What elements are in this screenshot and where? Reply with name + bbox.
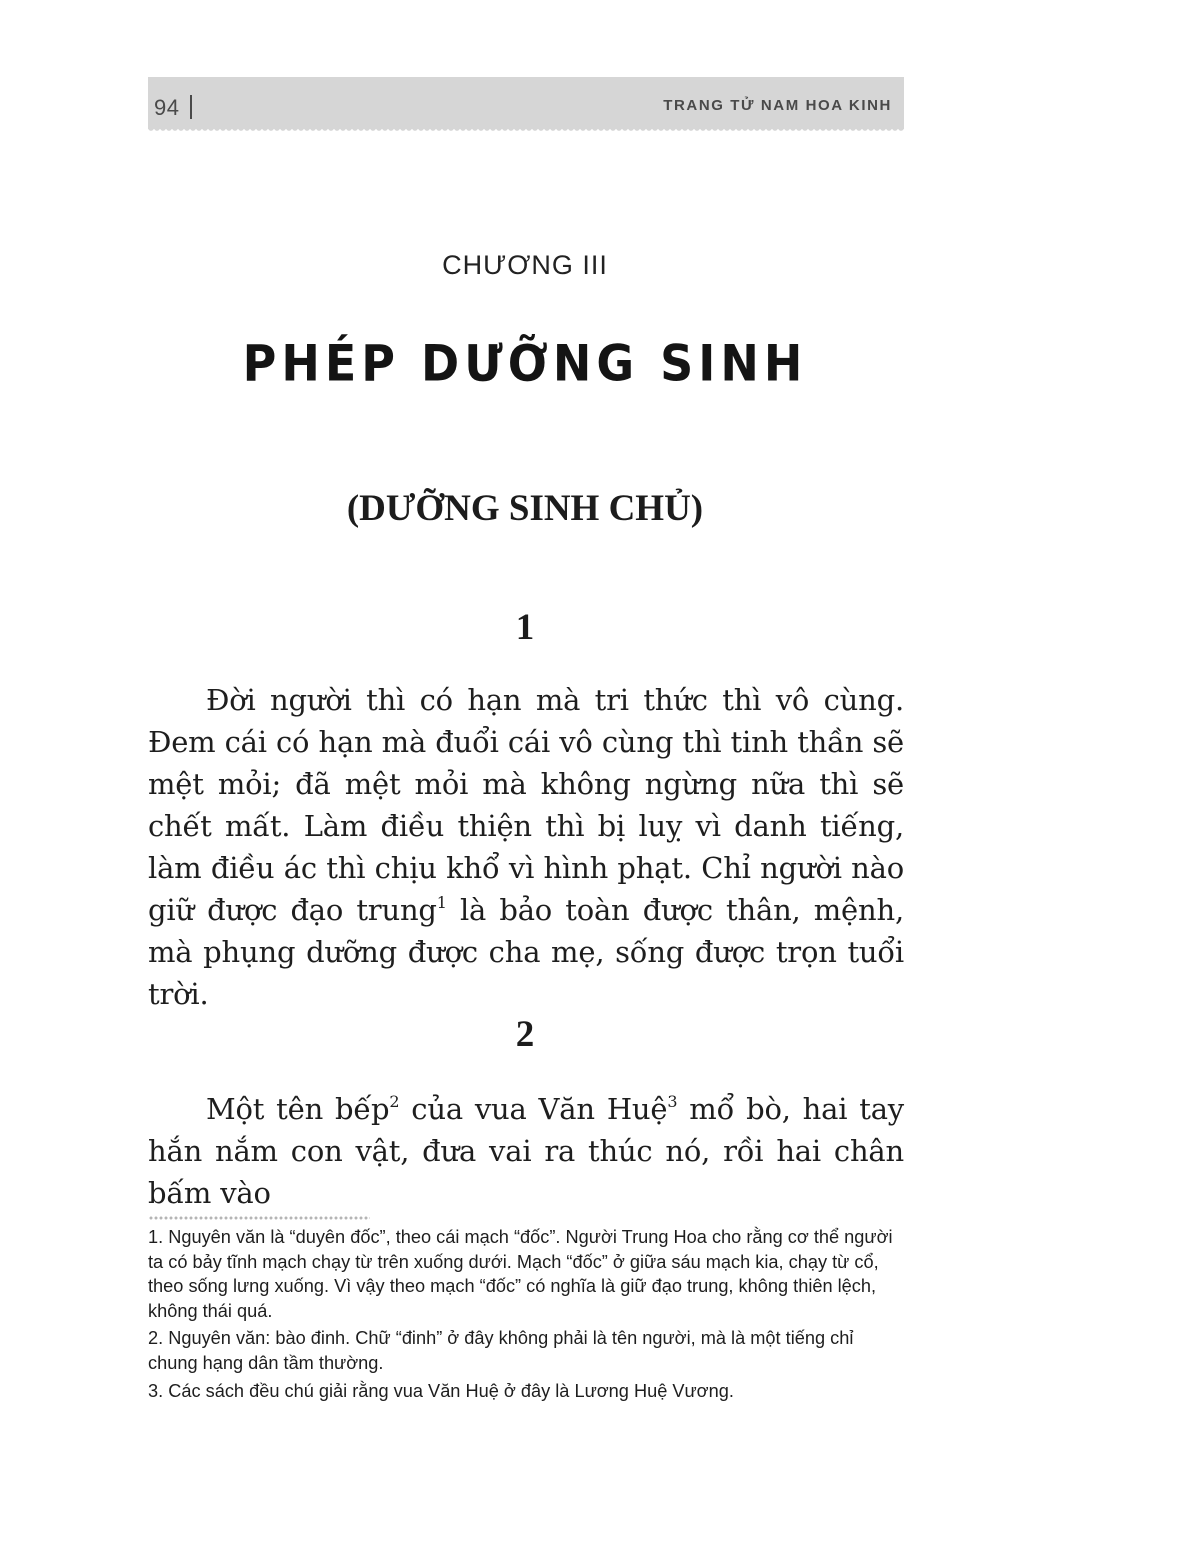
chapter-title: PHÉP DƯỠNG SINH bbox=[242, 333, 808, 393]
running-header bbox=[148, 77, 904, 129]
footnote-ref-3: 3 bbox=[667, 1092, 678, 1111]
paragraph-text: Một tên bếp bbox=[206, 1092, 390, 1126]
footnote-3: 3. Các sách đều chú giải rằng vua Văn Huệ ở đây là Lương Huệ Vương. bbox=[148, 1380, 734, 1401]
footnote-2: 2. Nguyên văn: bào đinh. Chữ “đinh” ở đây không phải là tên người, mà là một tiếng chỉ chung hạng dân tầm thường. bbox=[148, 1328, 854, 1373]
section-2-paragraph bbox=[148, 1088, 904, 1214]
book-title: TRANG TỬ NAM HOA KINH bbox=[663, 97, 892, 114]
paragraph-text: mổ bò, hai tay hắn nắm con vật, đưa vai ra thúc nó, rồi hai chân bấm vào bbox=[148, 1092, 904, 1210]
footnote-ref-2: 2 bbox=[389, 1092, 400, 1111]
header-divider bbox=[190, 95, 192, 119]
paragraph-text: Đời người thì có hạn mà tri thức thì vô cùng. Đem cái có hạn mà đuổi cái vô cùng thì tinh thần sẽ mệt mỏi; đã mệt mỏi mà không ngừng nữa thì sẽ chết mất. Làm điều thiện thì bị luỵ vì danh tiếng, làm điều ác thì chịu khổ vì hình phạt. Chỉ người nào giữ được đạo trung bbox=[148, 683, 904, 927]
section-1-paragraph bbox=[148, 679, 904, 1015]
paragraph-text: là bảo toàn được thân, mệnh, mà phụng dưỡng được cha mẹ, sống được trọn tuổi trời. bbox=[148, 893, 904, 1011]
footnotes bbox=[148, 1225, 904, 1406]
paragraph-text: của vua Văn Huệ bbox=[399, 1092, 668, 1126]
footnote-divider bbox=[148, 1216, 370, 1220]
section-number-1: 1 bbox=[515, 607, 535, 648]
section-number-2: 2 bbox=[515, 1014, 535, 1055]
footnote-ref-1: 1 bbox=[436, 893, 447, 912]
footnote-1: 1. Nguyên văn là “duyên đốc”, theo cái mạch “đốc”. Người Trung Hoa cho rằng cơ thể người ta có bảy tĩnh mạch chạy từ trên xuống dưới. Mạch “đốc” ở giữa sáu mạch kia, chạy từ cổ, theo sống lưng xuống. Vì vậy theo mạch “đốc” có nghĩa là giữ đạo trung, không thiên lệch, không thái quá. bbox=[148, 1227, 893, 1321]
chapter-subtitle: (DƯỠNG SINH CHỦ) bbox=[346, 488, 704, 529]
chapter-label: CHƯƠNG III bbox=[442, 250, 608, 280]
page-number: 94 bbox=[154, 95, 180, 120]
